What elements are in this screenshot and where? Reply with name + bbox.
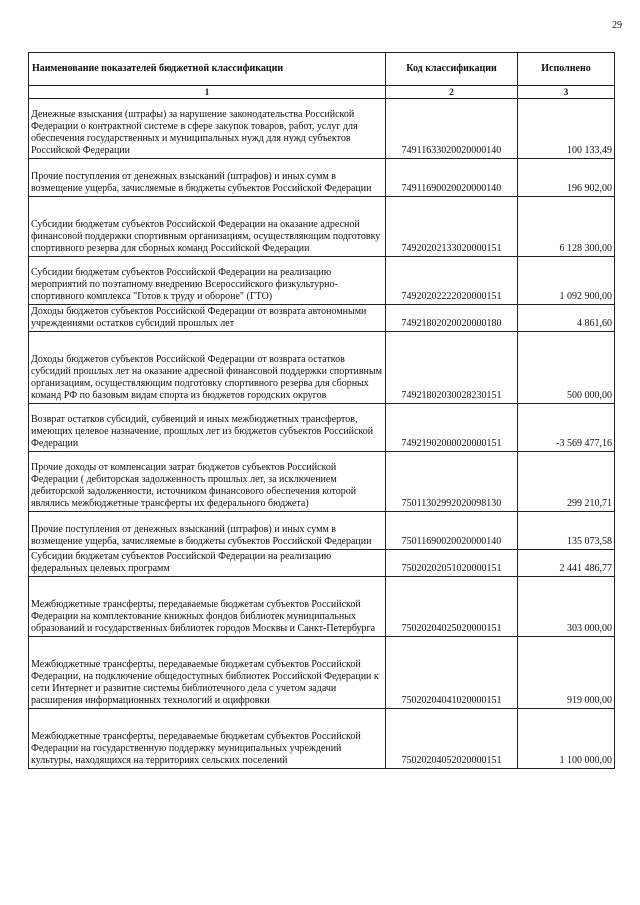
row-name: Доходы бюджетов субъектов Российской Федерации от возврата автономными учреждениями остатков субсидий прошлых лет — [29, 305, 386, 332]
row-code: 74920202222020000151 — [386, 257, 518, 305]
row-code: 74921802030028230151 — [386, 332, 518, 404]
row-amount: 135 073,58 — [518, 512, 615, 550]
table-row — [29, 577, 615, 637]
row-name: Прочие поступления от денежных взысканий (штрафов) и иных сумм в возмещение ущерба, зачисляемые в бюджеты субъектов Российской Федерации — [29, 159, 386, 197]
table-row — [29, 404, 615, 452]
table-row — [29, 550, 615, 577]
row-amount: 1 092 900,00 — [518, 257, 615, 305]
row-name: Прочие доходы от компенсации затрат бюджетов субъектов Российской Федерации ( дебиторская задолженность прошлых лет, за исключением дебиторской задолженности, источником финансового обеспечения которой являлись межбюджетные трансферты их федерального бюджета) — [29, 452, 386, 512]
row-code: 75020202051020000151 — [386, 550, 518, 577]
table-row — [29, 197, 615, 257]
row-amount: -3 569 477,16 — [518, 404, 615, 452]
row-name: Возврат остатков субсидий, субвенций и иных межбюджетных трансфертов, имеющих целевое назначение, прошлых лет из бюджетов субъектов Российской Федерации — [29, 404, 386, 452]
row-amount: 4 861,60 — [518, 305, 615, 332]
row-amount: 196 902,00 — [518, 159, 615, 197]
table-row — [29, 332, 615, 404]
column-number: 3 — [518, 86, 615, 99]
header-executed: Исполнено — [518, 53, 615, 86]
row-amount: 2 441 486,77 — [518, 550, 615, 577]
row-name: Межбюджетные трансферты, передаваемые бюджетам субъектов Российской Федерации, на подключение общедоступных библиотек Российской Федерации к сети Интернет и развитие системы библиотечного дела с учетом задачи расширения информационных технологий и оцифровки — [29, 637, 386, 709]
row-name: Субсидии бюджетам субъектов Российской Федерации на оказание адресной финансовой поддержки спортивным организациям, осуществляющим подготовку спортивного резерва для сборных команд Российской Федерации — [29, 197, 386, 257]
table-row — [29, 305, 615, 332]
row-code: 75020204025020000151 — [386, 577, 518, 637]
table-header-row — [29, 53, 615, 86]
page-number: 29 — [612, 20, 622, 31]
row-name: Субсидии бюджетам субъектов Российской Федерации на реализацию мероприятий по поэтапному внедрению Всероссийского физкультурно-спортивного комплекса "Готов к труду и обороне" (ГТО) — [29, 257, 386, 305]
row-code: 74920202133020000151 — [386, 197, 518, 257]
column-number: 2 — [386, 86, 518, 99]
row-code: 75020204041020000151 — [386, 637, 518, 709]
row-amount: 919 000,00 — [518, 637, 615, 709]
row-amount: 500 000,00 — [518, 332, 615, 404]
header-name: Наименование показателей бюджетной классификации — [29, 53, 386, 86]
row-name: Межбюджетные трансферты, передаваемые бюджетам субъектов Российской Федерации на государственную поддержку муниципальных учреждений культуры, находящихся на территориях сельских поселений — [29, 709, 386, 769]
row-amount: 1 100 000,00 — [518, 709, 615, 769]
row-code: 74921902000020000151 — [386, 404, 518, 452]
row-name: Межбюджетные трансферты, передаваемые бюджетам субъектов Российской Федерации на комплектование книжных фондов библиотек муниципальных образований и государственных библиотек городов Москвы и Санкт-Петербурга — [29, 577, 386, 637]
row-code: 74911633020020000140 — [386, 99, 518, 159]
table-row — [29, 709, 615, 769]
row-name: Денежные взыскания (штрафы) за нарушение законодательства Российской Федерации о контрактной системе в сфере закупок товаров, работ, услуг для обеспечения государственных и муниципальных нужд для нужд субъектов Российской Федерации — [29, 99, 386, 159]
column-numbers-row — [29, 86, 615, 99]
table-row — [29, 99, 615, 159]
row-code: 74921802020020000180 — [386, 305, 518, 332]
budget-table — [28, 52, 615, 769]
table-row — [29, 512, 615, 550]
row-amount: 303 000,00 — [518, 577, 615, 637]
table-row — [29, 452, 615, 512]
row-amount: 299 210,71 — [518, 452, 615, 512]
header-code: Код классификации — [386, 53, 518, 86]
column-number: 1 — [29, 86, 386, 99]
row-code: 74911690020020000140 — [386, 159, 518, 197]
table-row — [29, 637, 615, 709]
table-row — [29, 257, 615, 305]
row-code: 75011302992020098130 — [386, 452, 518, 512]
table-row — [29, 159, 615, 197]
row-name: Прочие поступления от денежных взысканий (штрафов) и иных сумм в возмещение ущерба, зачисляемые в бюджеты субъектов Российской Федерации — [29, 512, 386, 550]
row-amount: 6 128 300,00 — [518, 197, 615, 257]
row-name: Субсидии бюджетам субъектов Российской Федерации на реализацию федеральных целевых программ — [29, 550, 386, 577]
row-code: 75011690020020000140 — [386, 512, 518, 550]
row-name: Доходы бюджетов субъектов Российской Федерации от возврата остатков субсидий прошлых лет на оказание адресной финансовой поддержки спортивным организациям, осуществляющим подготовку спортивного резерва для сборных команд РФ по базовым видам спорта из бюджетов городских округов — [29, 332, 386, 404]
row-amount: 100 133,49 — [518, 99, 615, 159]
row-code: 75020204052020000151 — [386, 709, 518, 769]
